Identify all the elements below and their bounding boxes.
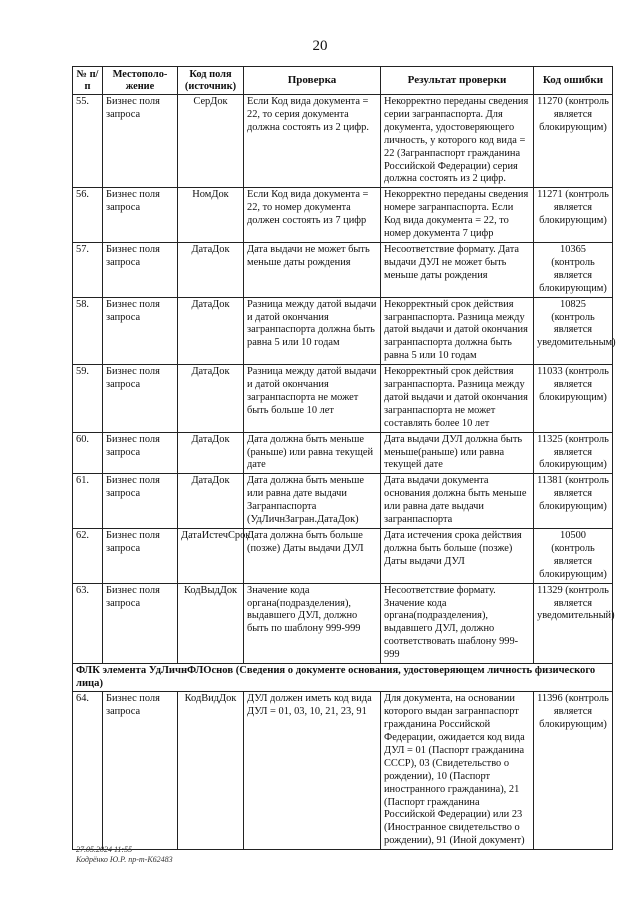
table-row [73, 95, 613, 188]
row-number: 57. [73, 242, 103, 297]
row-field-code: ДатаИстечСрок [178, 529, 244, 584]
table-row [73, 583, 613, 663]
error-number: 10365 [560, 243, 586, 255]
error-note: (контроль является блокирующим) [539, 189, 609, 227]
error-number: 11329 [537, 584, 563, 596]
row-error-code [534, 583, 613, 663]
row-location: Бизнес поля запроса [103, 188, 178, 243]
row-field-code: ДатаДок [178, 432, 244, 474]
row-result: Несоответствие формату. Значение кода органа(подразделения), выдавшего ДУЛ, должно соответствовать шаблону 999-999 [381, 583, 534, 663]
row-check: Разница между датой выдачи и датой окончания загранпаспорта должна быть равна 5 или 10 годам [244, 297, 381, 365]
row-result: Дата выдачи ДУЛ должна быть меньше(раньше) или равна текущей дате [381, 432, 534, 474]
validation-rules-table [72, 66, 616, 850]
row-location: Бизнес поля запроса [103, 529, 178, 584]
row-location: Бизнес поля запроса [103, 692, 178, 850]
row-number: 56. [73, 188, 103, 243]
table-row [73, 692, 613, 850]
header-field-code: Код поля (источник) [178, 67, 244, 95]
row-result: Некорректно переданы сведения серии загранпаспорта. Для документа, удостоверяющего личность, у которого код вида = 22 (Загранпаспорт гражданина Российской Федерации) серия должна состоять из 2 цифр. [381, 95, 534, 188]
row-field-code: ДатаДок [178, 297, 244, 365]
row-location: Бизнес поля запроса [103, 365, 178, 433]
table-row [73, 529, 613, 584]
footer-timestamp: 27.05.2024 11:55 [76, 845, 133, 854]
row-result: Некорректно переданы сведения номере загранпаспорта. Если Код вида документа = 22, то номер документа 7 цифр [381, 188, 534, 243]
row-error-code [534, 432, 613, 474]
row-field-code: КодВидДок [178, 692, 244, 850]
footer-signature: Кодрёнко Ю.Р. пр-т-К62483 [76, 855, 173, 864]
row-result: Несоответствие формату. Дата выдачи ДУЛ не может быть меньше даты рождения [381, 242, 534, 297]
row-number: 63. [73, 583, 103, 663]
row-location: Бизнес поля запроса [103, 583, 178, 663]
row-number: 58. [73, 297, 103, 365]
row-check: Дата должна быть меньше (раньше) или равна текущей дате [244, 432, 381, 474]
table-row [73, 188, 613, 243]
header-result: Результат проверки [381, 67, 534, 95]
error-note: (контроль является блокирующим) [539, 693, 609, 731]
error-note: (контроль является блокирующим) [539, 256, 607, 294]
error-note: (контроль является блокирующим) [539, 433, 609, 471]
row-location: Бизнес поля запроса [103, 474, 178, 529]
row-check: Значение кода органа(подразделения), выдавшего ДУЛ, должно быть по шаблону 999-999 [244, 583, 381, 663]
row-number: 60. [73, 432, 103, 474]
table-row [73, 297, 613, 365]
row-error-code [534, 529, 613, 584]
error-note: (контроль является уведомительный) [537, 584, 615, 622]
row-number: 55. [73, 95, 103, 188]
row-field-code: ДатаДок [178, 365, 244, 433]
error-number: 11270 [537, 96, 563, 107]
row-check: Дата должна быть меньше или равна дате выдачи Загранпаспорта (УдЛичнЗагран.ДатаДок) [244, 474, 381, 529]
error-number: 11325 [537, 433, 563, 445]
row-result: Для документа, на основании которого выдан загранпаспорт гражданина Российской Федерации, ожидается код вида ДУЛ = 01 (Паспорт гражданина СССР), 03 (Свидетельство о рождении), 10 (Паспорт иностранного гражданина), 21 (Паспорт гражданина Российской Федерации) или 23 (Иностранное свидетельство о рождении), 91 (Иной документ) [381, 692, 534, 850]
error-number: 11271 [537, 189, 563, 201]
row-number: 59. [73, 365, 103, 433]
section-heading-row [73, 664, 613, 692]
row-result: Некорректный срок действия загранпаспорта. Разница между датой выдачи и датой окончания загранпаспорта должна быть равна 5 или 10 годам [381, 297, 534, 365]
row-error-code [534, 365, 613, 433]
row-field-code: ДатаДок [178, 242, 244, 297]
row-check: Дата выдачи не может быть меньше даты рождения [244, 242, 381, 297]
page-number: 20 [312, 38, 328, 54]
section-heading: ФЛК элемента УдЛичнФЛОснов (Сведения о документе основания, удостоверяющем личность физического лица) [73, 664, 613, 692]
row-field-code: ДатаДок [178, 474, 244, 529]
row-field-code: НомДок [178, 188, 244, 243]
row-error-code [534, 188, 613, 243]
error-note: (контроль является блокирующим) [539, 96, 609, 133]
row-check: ДУЛ должен иметь код вида ДУЛ = 01, 03, 10, 21, 23, 91 [244, 692, 381, 850]
table-header-row [73, 67, 613, 95]
error-note: (контроль является блокирующим) [539, 475, 609, 513]
error-number: 11033 [537, 366, 563, 378]
row-error-code [534, 692, 613, 850]
error-note: (контроль является блокирующим) [539, 542, 607, 580]
header-check: Проверка [244, 67, 381, 95]
header-error-code: Код ошибки [534, 67, 613, 95]
row-result: Дата истечения срока действия должна быть больше (позже) Даты выдачи ДУЛ [381, 529, 534, 584]
error-number: 10500 [560, 530, 586, 541]
table-row [73, 432, 613, 474]
row-check: Разница между датой выдачи и датой окончания загранпаспорта не может быть больше 10 лет [244, 365, 381, 433]
row-location: Бизнес поля запроса [103, 297, 178, 365]
row-location: Бизнес поля запроса [103, 242, 178, 297]
error-number: 10825 [560, 298, 586, 310]
row-field-code: СерДок [178, 95, 244, 188]
row-result: Некорректный срок действия загранпаспорта. Разница между датой выдачи и датой окончания загранпаспорта не может составлять более 10 лет [381, 365, 534, 433]
row-location: Бизнес поля запроса [103, 95, 178, 188]
table-row [73, 474, 613, 529]
row-error-code [534, 297, 616, 365]
error-number: 11396 [537, 693, 563, 705]
row-number: 62. [73, 529, 103, 584]
document-footer [76, 845, 173, 865]
row-check: Дата должна быть больше (позже) Даты выдачи ДУЛ [244, 529, 381, 584]
row-error-code [534, 474, 613, 529]
header-num: № п/п [73, 67, 103, 95]
error-note: (контроль является блокирующим) [539, 366, 609, 403]
row-check: Если Код вида документа = 22, то серия документа должна состоять из 2 цифр. [244, 95, 381, 188]
row-error-code [534, 242, 613, 297]
row-check: Если Код вида документа = 22, то номер документа должен состоять из 7 цифр [244, 188, 381, 243]
row-field-code: КодВыдДок [178, 583, 244, 663]
row-location: Бизнес поля запроса [103, 432, 178, 474]
table-row [73, 242, 613, 297]
header-location: Местополо-жение [103, 67, 178, 95]
error-number: 11381 [537, 475, 563, 487]
row-error-code [534, 95, 613, 188]
row-number: 64. [73, 692, 103, 850]
row-number: 61. [73, 474, 103, 529]
row-result: Дата выдачи документа основания должна быть меньше или равна дате выдачи загранпаспорта [381, 474, 534, 529]
table-row [73, 365, 613, 433]
error-note: (контроль является уведомительным) [537, 311, 616, 349]
